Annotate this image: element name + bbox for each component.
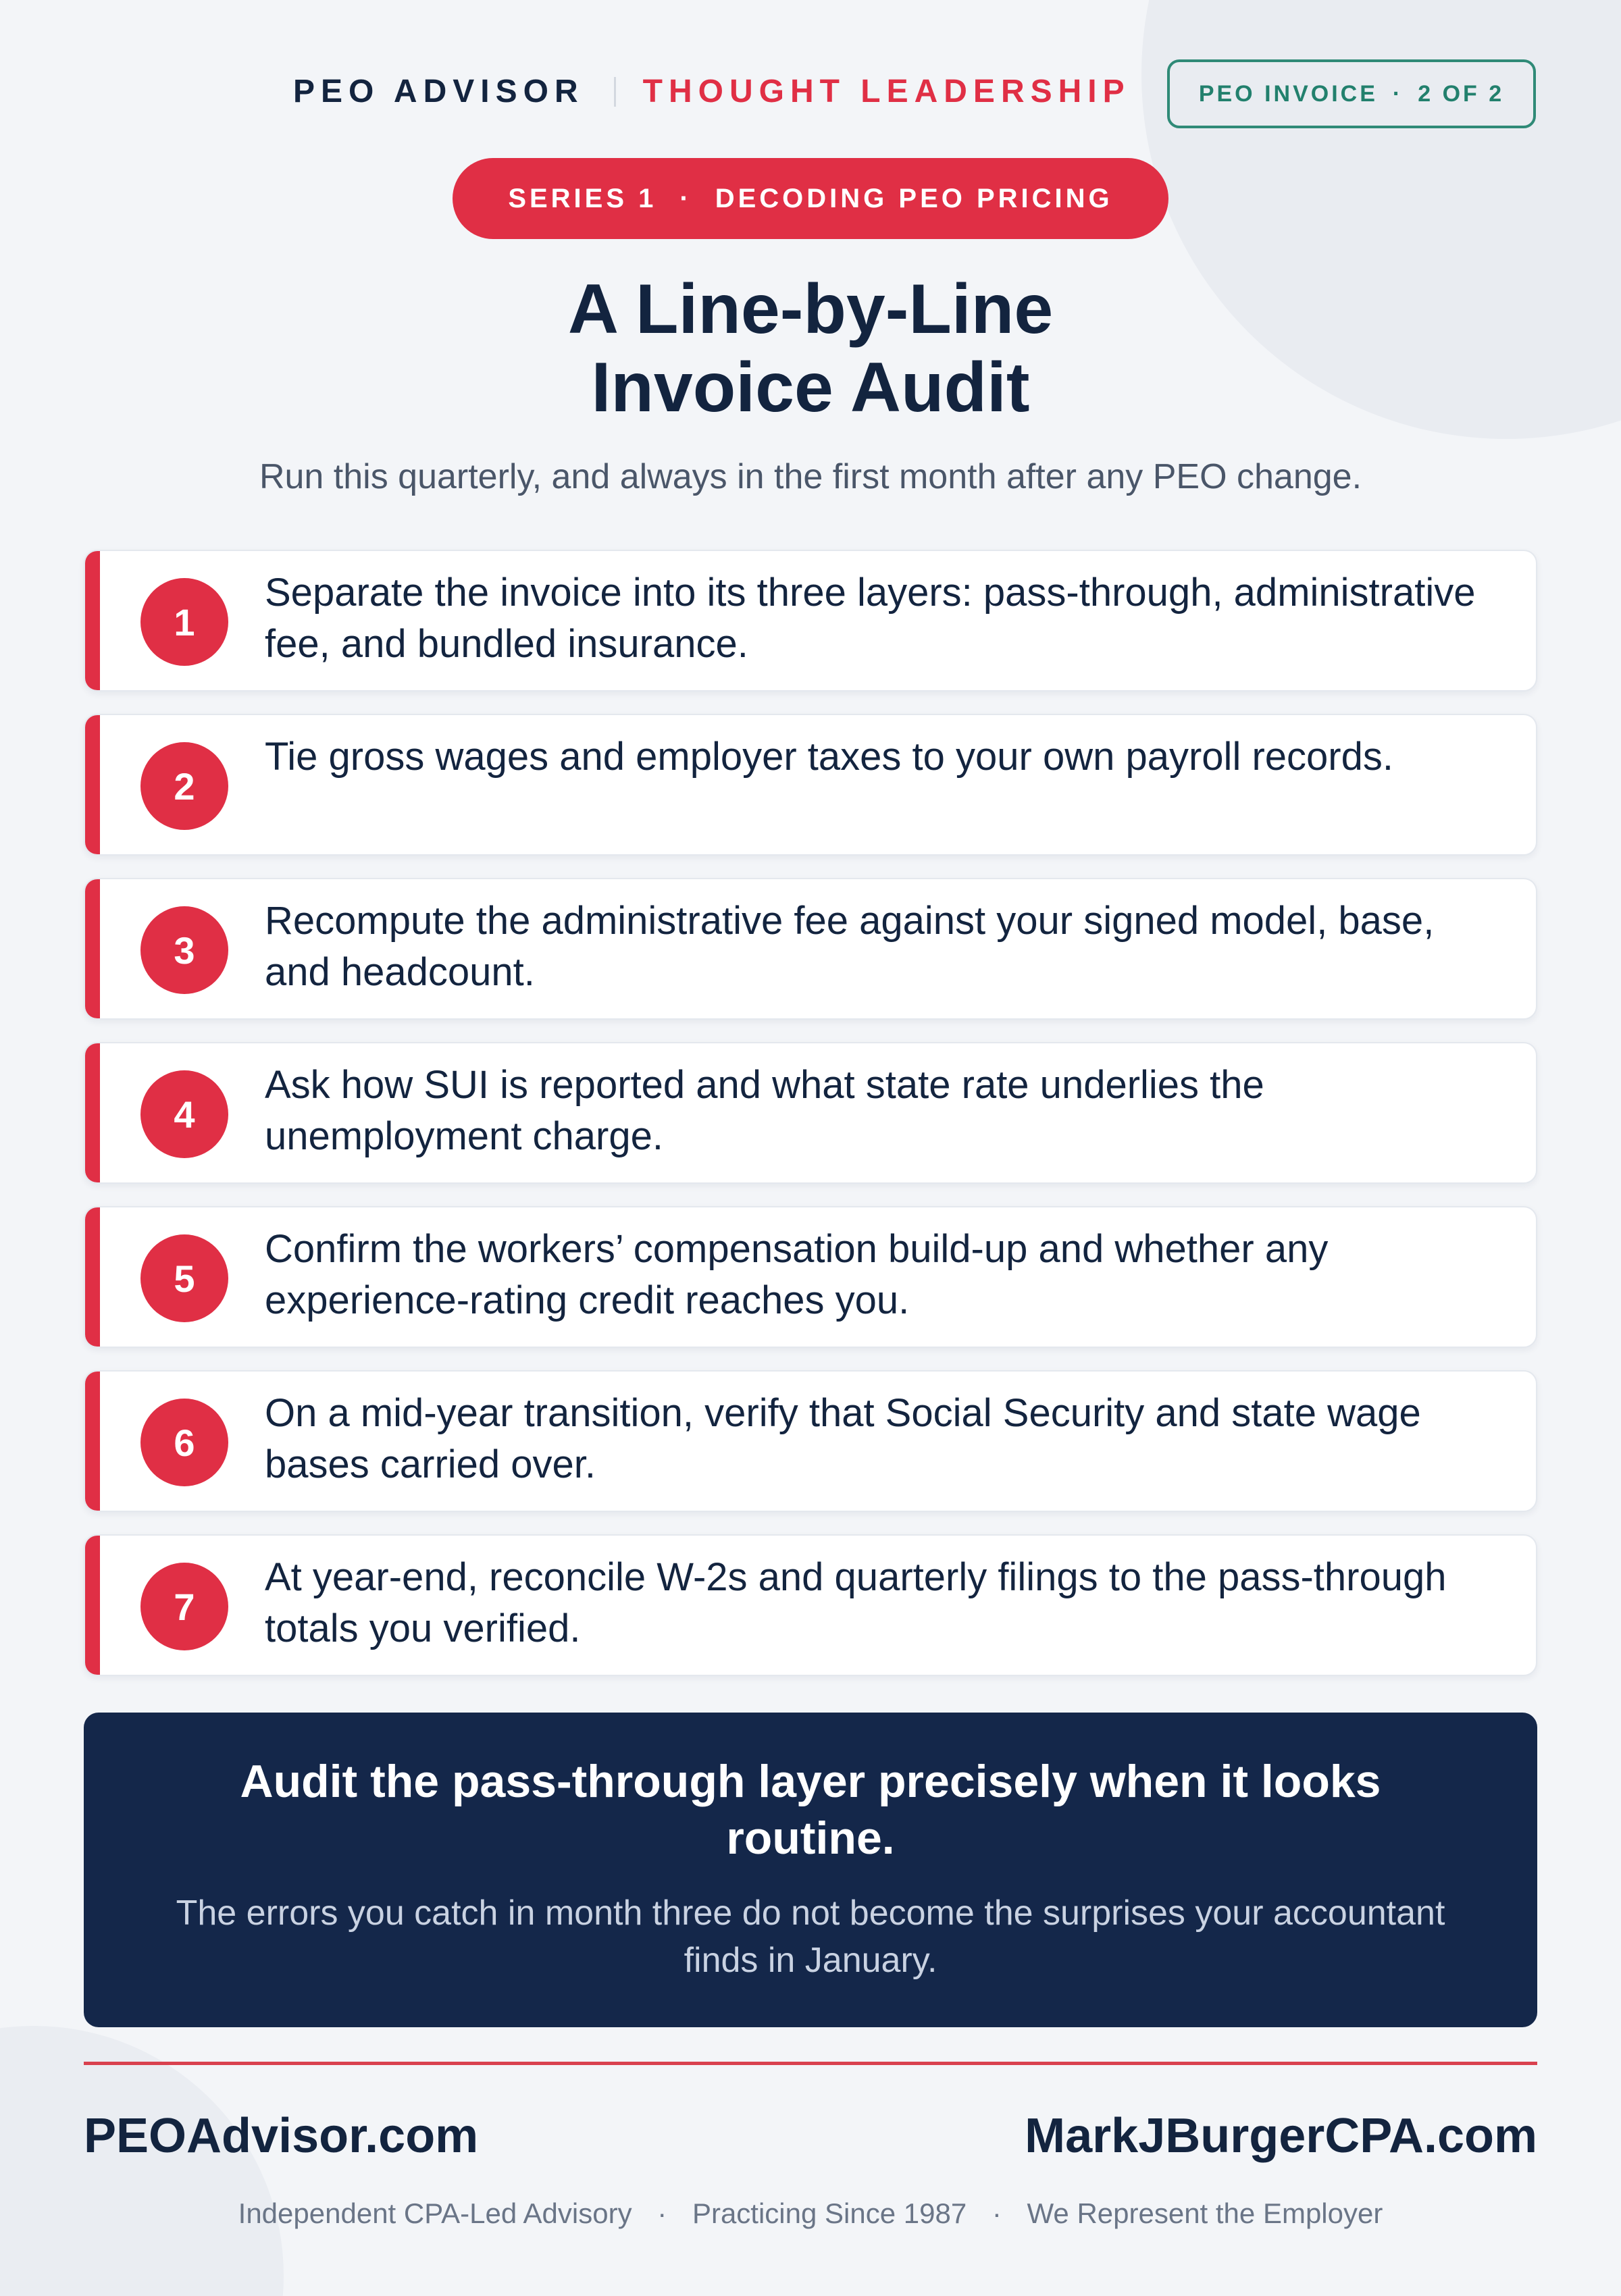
step-number-badge: 3 xyxy=(140,906,228,994)
step-accent-bar xyxy=(85,1372,100,1511)
step-accent-bar xyxy=(85,715,100,854)
tagline-item: We Represent the Employer xyxy=(1027,2197,1383,2229)
callout-body: The errors you catch in month three do not become the surprises your accountant finds in January. xyxy=(176,1894,1445,1980)
step-accent-bar xyxy=(85,1536,100,1675)
footer-tagline xyxy=(0,2197,1621,2230)
step-accent-bar xyxy=(85,879,100,1018)
step-text: Confirm the workers’ compensation build-up and whether any experience-rating credit reaches you. xyxy=(265,1227,1329,1322)
website-markjburgercpa[interactable]: MarkJBurgerCPA.com xyxy=(1025,2109,1537,2163)
step-card-1 xyxy=(84,550,1537,692)
website-peoadvisor[interactable]: PEOAdvisor.com xyxy=(84,2109,479,2163)
step-text: Ask how SUI is reported and what state rate underlies the unemployment charge. xyxy=(265,1063,1264,1158)
step-card-2 xyxy=(84,714,1537,856)
step-card-5 xyxy=(84,1206,1537,1348)
issue-label: PEO INVOICE xyxy=(1198,80,1378,107)
step-card-4 xyxy=(84,1042,1537,1184)
section-label: THOUGHT LEADERSHIP xyxy=(642,74,1131,109)
step-card-7 xyxy=(84,1534,1537,1676)
issue-separator: · xyxy=(1392,80,1404,107)
brand-divider xyxy=(614,77,616,107)
series-number: SERIES 1 xyxy=(508,183,657,213)
issue-badge xyxy=(1167,59,1536,128)
step-accent-bar xyxy=(85,551,100,690)
step-card-6 xyxy=(84,1370,1537,1512)
issue-page: 2 OF 2 xyxy=(1418,80,1505,107)
step-number-badge: 7 xyxy=(140,1563,228,1650)
tagline-item: Practicing Since 1987 xyxy=(692,2197,967,2229)
step-number-badge: 6 xyxy=(140,1399,228,1486)
audit-steps-list xyxy=(84,550,1537,1698)
title-line-1: A Line-by-Line xyxy=(567,270,1054,348)
step-text: Recompute the administrative fee against your signed model, base, and headcount. xyxy=(265,899,1435,994)
title-line-2: Invoice Audit xyxy=(591,348,1030,427)
callout-box xyxy=(84,1713,1537,2027)
step-number-badge: 5 xyxy=(140,1234,228,1322)
step-accent-bar xyxy=(85,1043,100,1182)
step-text: At year-end, reconcile W-2s and quarterly filings to the pass-through totals you verified. xyxy=(265,1555,1447,1650)
page-title xyxy=(0,270,1621,427)
step-accent-bar xyxy=(85,1207,100,1347)
step-text: Separate the invoice into its three layers: pass-through, administrative fee, and bundled insurance. xyxy=(265,571,1476,666)
series-pill xyxy=(453,158,1168,239)
series-separator: · xyxy=(679,183,692,213)
step-number-badge: 2 xyxy=(140,742,228,830)
step-card-3 xyxy=(84,878,1537,1020)
series-name: DECODING PEO PRICING xyxy=(715,183,1113,213)
subtitle: Run this quarterly, and always in the first month after any PEO change. xyxy=(259,457,1362,496)
tagline-separator: · xyxy=(657,2197,667,2229)
tagline-separator: · xyxy=(992,2197,1002,2229)
step-number-badge: 1 xyxy=(140,578,228,666)
step-text: On a mid-year transition, verify that Social Security and state wage bases carried over. xyxy=(265,1391,1421,1486)
step-text: Tie gross wages and employer taxes to your own payroll records. xyxy=(265,735,1393,779)
step-number-badge: 4 xyxy=(140,1070,228,1158)
brand-name: PEO ADVISOR xyxy=(293,74,584,109)
tagline-item: Independent CPA-Led Advisory xyxy=(238,2197,632,2229)
brand-header xyxy=(293,73,1131,110)
callout-headline: Audit the pass-through layer precisely when it looks routine. xyxy=(240,1756,1381,1864)
footer-divider xyxy=(84,2062,1537,2065)
